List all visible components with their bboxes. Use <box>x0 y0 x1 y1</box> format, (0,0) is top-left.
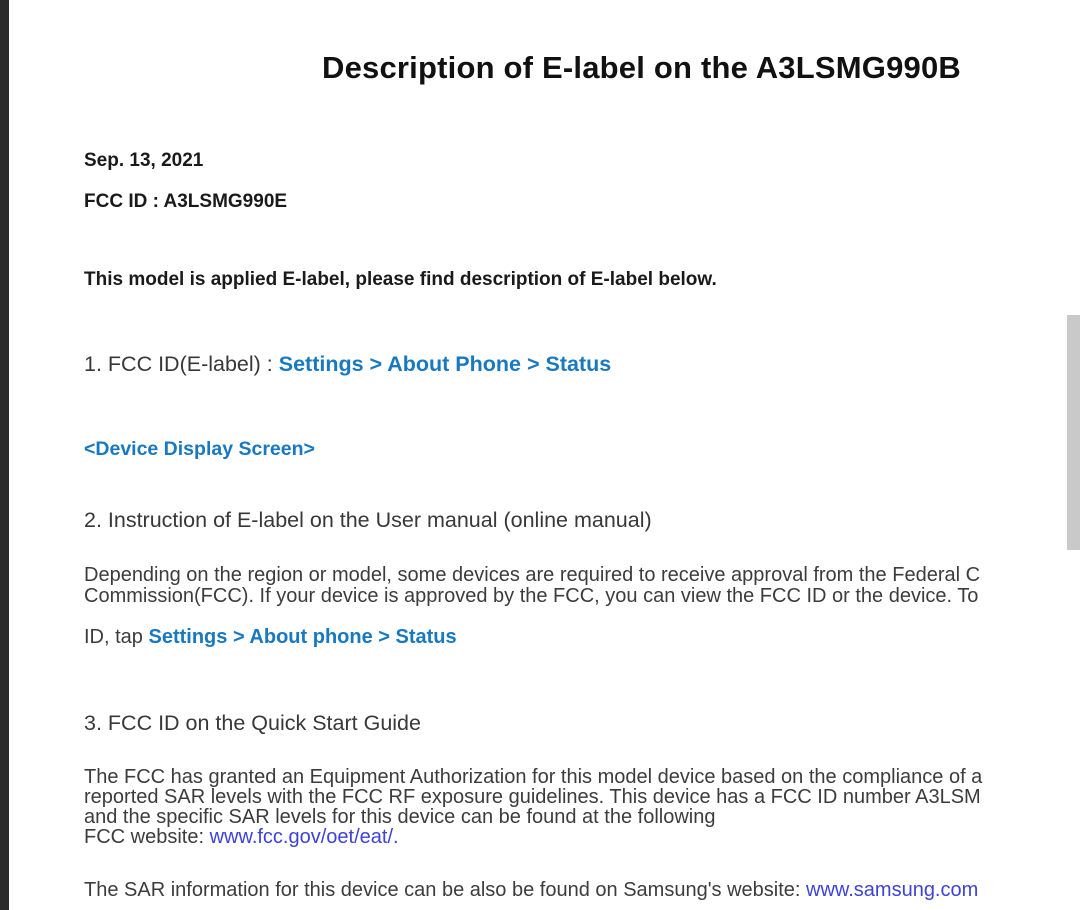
section1-item <box>84 352 611 377</box>
section2-settings-path: Settings > About phone > Status <box>148 626 457 648</box>
section2-heading: 2. Instruction of E-label on the User manual (online manual) <box>84 508 652 532</box>
fcc-id-line: FCC ID : A3LSMG990E <box>84 191 288 212</box>
section3-paragraph-line3: and the specific SAR levels for this device can be found at the following <box>84 806 716 828</box>
date-line: Sep. 13, 2021 <box>84 150 204 171</box>
fcc-website-link[interactable]: www.fcc.gov/oet/eat/. <box>209 826 399 848</box>
section1-item-label: 1. FCC ID(E-label) : <box>84 352 279 376</box>
section3-paragraph-line2: reported SAR levels with the FCC RF exposure guidelines. This device has a FCC ID number A3LSM <box>84 786 981 808</box>
id-tap-prefix: ID, tap <box>84 626 149 648</box>
sar-info-prefix: The SAR information for this device can be also be found on Samsung's website: <box>84 879 806 901</box>
section3-heading: 3. FCC ID on the Quick Start Guide <box>84 711 421 735</box>
fcc-website-prefix: FCC website: <box>84 826 210 848</box>
document-title: Description of E-label on the A3LSMG990B <box>322 50 962 85</box>
id-tap-line <box>84 626 457 649</box>
device-screenshot-clipped-edge <box>1067 315 1080 550</box>
section3-paragraph-line1: The FCC has granted an Equipment Authorization for this model device based on the compliance of a <box>84 766 983 788</box>
samsung-website-link[interactable]: www.samsung.com <box>806 879 979 901</box>
section2-paragraph-line2: Commission(FCC). If your device is approved by the FCC, you can view the FCC ID or the device. To <box>84 585 979 607</box>
page-left-border <box>0 0 9 910</box>
fcc-website-line <box>84 826 399 849</box>
sar-info-line <box>84 879 978 902</box>
intro-line: This model is applied E-label, please find description of E-label below. <box>84 269 717 290</box>
section1-settings-path: Settings > About Phone > Status <box>278 352 612 376</box>
section2-paragraph-line1: Depending on the region or model, some devices are required to receive approval from the Federal C <box>84 564 981 586</box>
device-display-caption: <Device Display Screen> <box>84 438 315 460</box>
